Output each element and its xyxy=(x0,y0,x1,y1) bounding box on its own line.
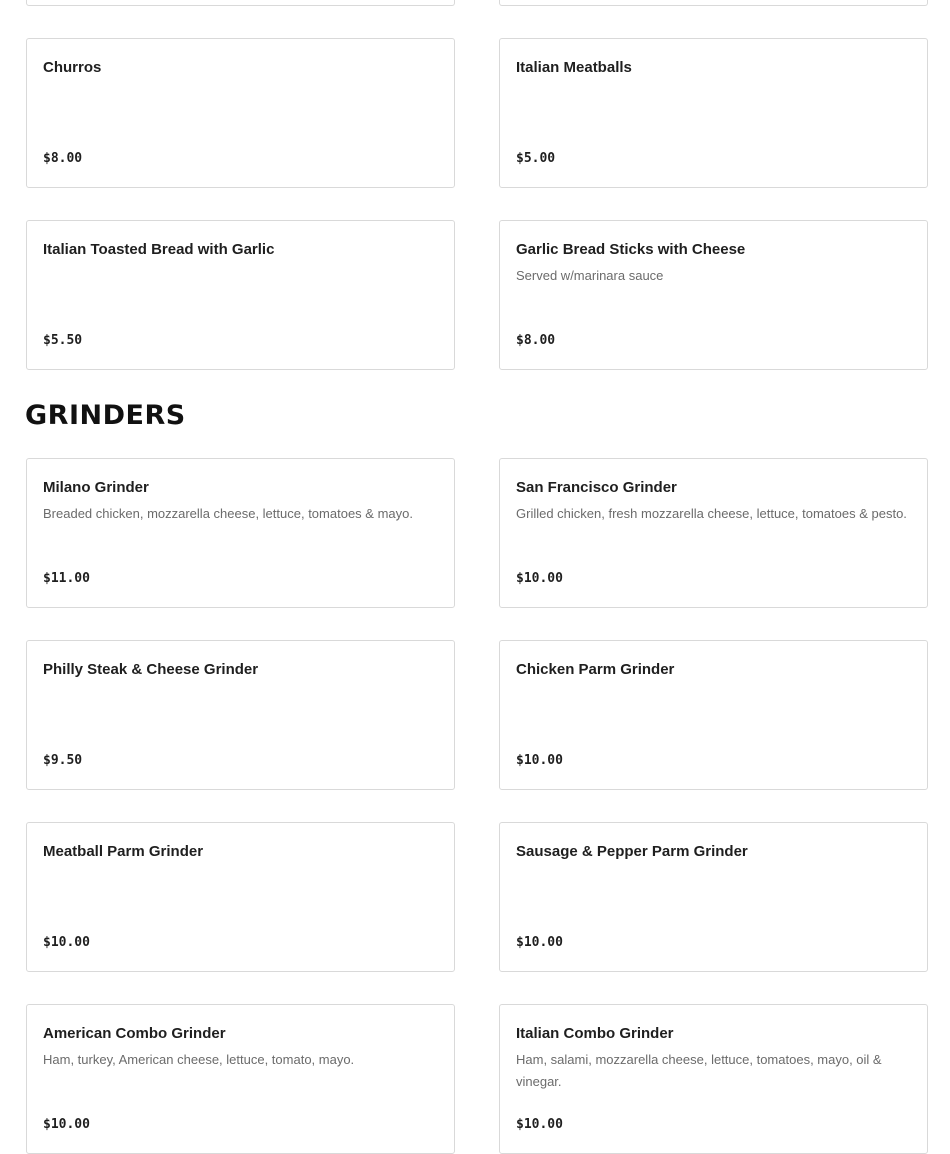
menu-item-description: Grilled chicken, fresh mozzarella cheese, lettuce, tomatoes & pesto. xyxy=(516,506,907,521)
menu-item-description: Served w/marinara sauce xyxy=(516,268,664,283)
menu-item-card[interactable] xyxy=(26,220,455,370)
menu-item-name: Milano Grinder xyxy=(43,479,149,496)
menu-item-card[interactable] xyxy=(499,1004,928,1154)
grinders-items xyxy=(26,458,928,1154)
menu-item-card[interactable] xyxy=(499,38,928,188)
partial-top-row xyxy=(26,0,928,6)
menu-item-name: Philly Steak & Cheese Grinder xyxy=(43,661,259,678)
menu-item-price: $8.00 xyxy=(43,151,83,166)
menu-item-name: San Francisco Grinder xyxy=(516,479,677,496)
menu-item-name: Churros xyxy=(43,59,102,76)
menu-item-name: Italian Meatballs xyxy=(516,59,632,76)
menu-item-description: Breaded chicken, mozzarella cheese, lettuce, tomatoes & mayo. xyxy=(43,506,413,521)
menu-item-name: Chicken Parm Grinder xyxy=(516,661,675,678)
section-title-grinders: GRINDERS xyxy=(25,400,186,431)
menu-item-card[interactable] xyxy=(26,822,455,972)
menu-item-price: $8.00 xyxy=(516,333,556,348)
menu-item-name: Meatball Parm Grinder xyxy=(43,843,204,860)
menu-item-card[interactable] xyxy=(499,458,928,608)
menu-item-price: $5.50 xyxy=(43,333,83,348)
menu-item-card[interactable] xyxy=(26,458,455,608)
menu-item-card[interactable] xyxy=(499,220,928,370)
menu-item-name: Garlic Bread Sticks with Cheese xyxy=(516,241,746,258)
menu-item-price: $11.00 xyxy=(43,571,90,586)
menu-item-name: American Combo Grinder xyxy=(43,1025,226,1042)
menu-item-price: $10.00 xyxy=(516,935,563,950)
menu-item-price: $10.00 xyxy=(43,935,90,950)
menu-section-items xyxy=(26,38,928,370)
menu-item-price: $10.00 xyxy=(43,1117,90,1132)
menu-item-card[interactable] xyxy=(499,0,928,6)
menu-item-description: Ham, salami, mozzarella cheese, lettuce, tomatoes, mayo, oil & vinegar. xyxy=(516,1052,882,1089)
menu-item-price: $10.00 xyxy=(516,571,563,586)
menu-item-name: Sausage & Pepper Parm Grinder xyxy=(516,843,748,860)
menu-item-name: Italian Toasted Bread with Garlic xyxy=(43,241,275,258)
menu-item-description: Ham, turkey, American cheese, lettuce, tomato, mayo. xyxy=(43,1052,355,1067)
menu-item-price: $5.00 xyxy=(516,151,556,166)
menu-item-price: $9.50 xyxy=(43,753,83,768)
menu-item-card[interactable] xyxy=(26,640,455,790)
menu-item-card[interactable] xyxy=(26,38,455,188)
menu-item-card[interactable] xyxy=(26,0,455,6)
menu-item-price: $10.00 xyxy=(516,753,563,768)
menu-item-card[interactable] xyxy=(499,822,928,972)
menu-item-card[interactable] xyxy=(499,640,928,790)
menu-item-name: Italian Combo Grinder xyxy=(516,1025,674,1042)
menu-item-card[interactable] xyxy=(26,1004,455,1154)
menu-item-price: $10.00 xyxy=(516,1117,563,1132)
